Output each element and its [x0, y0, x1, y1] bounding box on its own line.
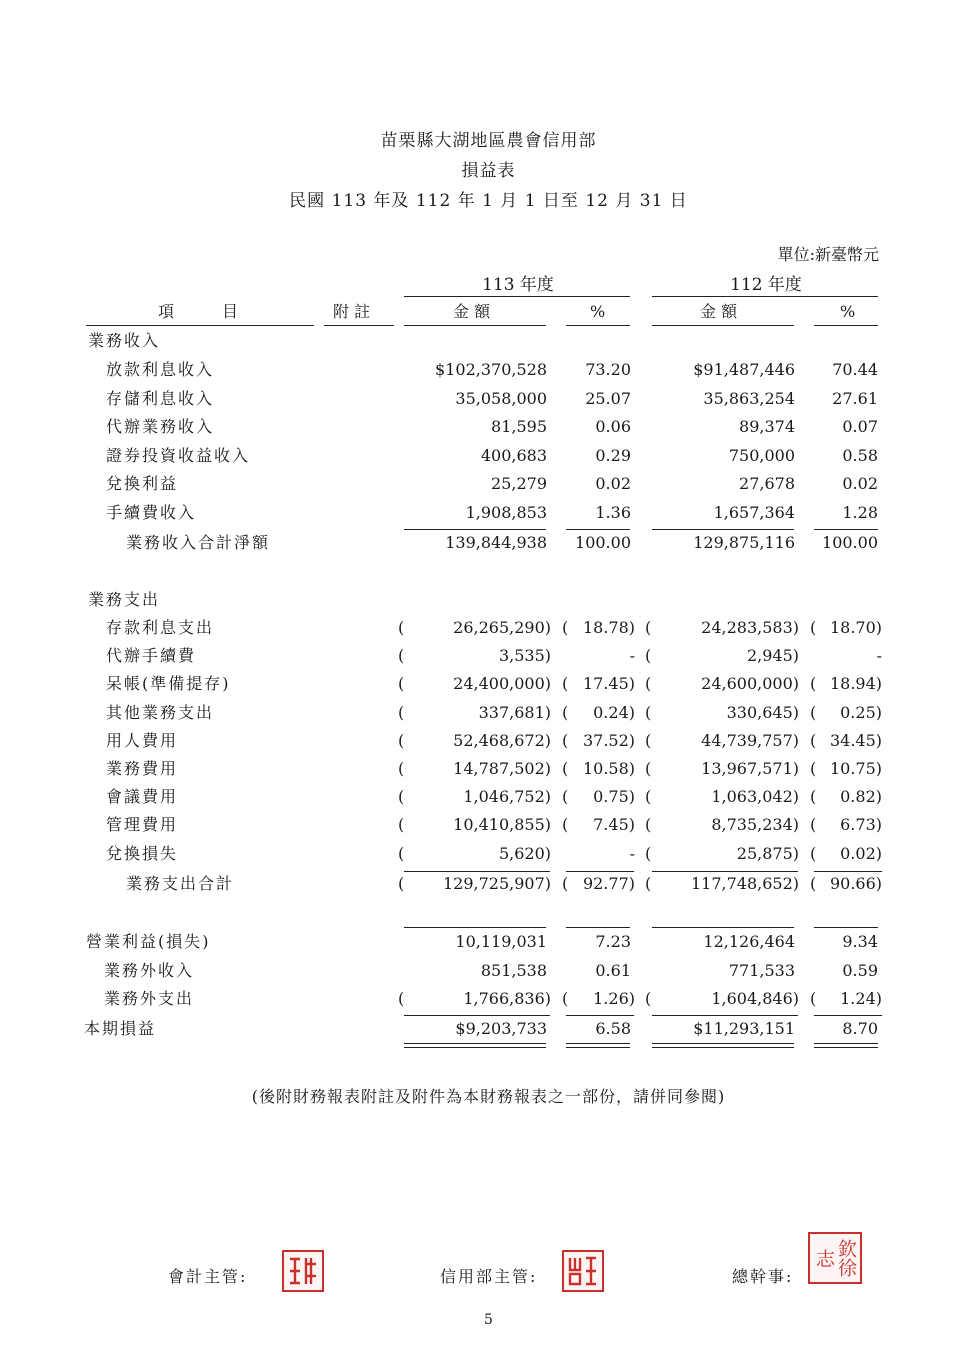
pct-112-header: %	[840, 302, 856, 321]
percent-113: 10.58)	[582, 759, 635, 778]
open-paren: (	[810, 874, 817, 893]
open-paren: (	[810, 618, 817, 637]
revenue-subtotal-rule-bp	[814, 529, 878, 530]
amount-113: 26,265,290)	[453, 618, 551, 637]
percent-112: 9.34	[842, 932, 878, 951]
open-paren: (	[562, 730, 569, 750]
note-column-header: 附 註	[333, 302, 371, 321]
pct-113-header: %	[590, 302, 606, 321]
row-label: 營業利益(損失)	[86, 932, 211, 951]
amount-113: 81,595	[491, 417, 547, 437]
row-label: 用人費用	[106, 730, 179, 750]
percent-112: 1.28	[842, 503, 878, 522]
percent-112: 34.45)	[829, 730, 882, 750]
amount-113: 1,766,836)	[463, 989, 551, 1008]
amount-112: 24,600,000)	[701, 674, 799, 694]
amount-113-header-rule	[404, 325, 546, 326]
amount-113: 10,119,031	[455, 932, 547, 951]
percent-113: 0.06	[595, 417, 631, 437]
open-paren: (	[645, 989, 652, 1008]
net-rule-b	[652, 1015, 798, 1016]
statement-period: 民國 113 年及 112 年 1 月 1 日至 12 月 31 日	[289, 191, 688, 211]
percent-112: 100.00	[822, 533, 878, 552]
amount-112: 117,748,652)	[690, 874, 799, 893]
net-double-rule-bp	[814, 1043, 878, 1048]
revenue-subtotal-rule-a	[404, 529, 546, 530]
open-paren: (	[562, 874, 569, 893]
percent-112: 6.73)	[840, 815, 882, 835]
open-paren: (	[562, 989, 569, 1008]
percent-112: 0.02	[842, 474, 878, 494]
percent-112: 0.82)	[840, 787, 882, 807]
open-paren: (	[810, 989, 817, 1008]
percent-113: 18.78)	[582, 618, 635, 637]
amount-112: 750,000	[728, 445, 795, 465]
general-manager-label: 總幹事:	[732, 1267, 794, 1286]
net-double-rule-ap	[566, 1043, 630, 1048]
open-paren: (	[810, 702, 817, 722]
credit-dept-seal-icon	[562, 1250, 604, 1292]
amount-112: $91,487,446	[693, 360, 795, 379]
org-name: 苗栗縣大湖地區農會信用部	[380, 131, 597, 151]
currency-unit: 單位:新臺幣元	[777, 245, 879, 264]
open-paren: (	[645, 759, 652, 778]
operating-rule-ap	[566, 927, 630, 928]
revenue-subtotal-rule-ap	[566, 529, 630, 530]
amount-113: 337,681)	[478, 702, 551, 722]
amount-112: 1,657,364	[713, 503, 795, 522]
pct-112-header-rule	[814, 325, 878, 326]
expense-subtotal-rule-ap	[566, 871, 634, 872]
open-paren: (	[562, 702, 569, 722]
amount-112: 1,604,846)	[711, 989, 799, 1008]
open-paren: (	[398, 730, 405, 750]
percent-112: 90.66)	[829, 874, 882, 893]
amount-113: $9,203,733	[455, 1019, 547, 1038]
row-label: 證券投資收益收入	[106, 445, 251, 465]
year-112-rule	[652, 296, 878, 297]
operating-rule-b	[652, 927, 794, 928]
net-rule-ap	[566, 1015, 634, 1016]
revenue-subtotal-rule-b	[652, 529, 794, 530]
operating-rule-a	[404, 927, 546, 928]
percent-113: -	[629, 646, 635, 666]
percent-112: 18.70)	[829, 618, 882, 637]
open-paren: (	[645, 702, 652, 722]
pct-113-header-rule	[566, 325, 630, 326]
percent-112: -	[876, 646, 882, 666]
percent-113: 1.26)	[593, 989, 635, 1008]
amount-113: 3,535)	[498, 646, 551, 666]
open-paren: (	[562, 674, 569, 694]
open-paren: (	[810, 787, 817, 807]
amount-113: 10,410,855)	[453, 815, 551, 835]
footnote: (後附財務報表附註及附件為本財務報表之一部份，請併同參閱)	[251, 1087, 726, 1106]
open-paren: (	[810, 730, 817, 750]
percent-113: 0.02	[595, 474, 631, 494]
amount-112: 330,645)	[726, 702, 799, 722]
amount-113: $102,370,528	[435, 360, 547, 379]
amount-113: 129,725,907)	[442, 874, 551, 893]
amount-112: 89,374	[739, 417, 795, 437]
percent-113: 6.58	[595, 1019, 631, 1038]
row-label: 代辦業務收入	[106, 417, 215, 437]
open-paren: (	[810, 759, 817, 778]
open-paren: (	[810, 843, 817, 863]
amount-112: 13,967,571)	[701, 759, 799, 778]
amount-112: 771,533	[728, 961, 795, 980]
amount-112: 35,863,254	[703, 388, 795, 408]
percent-112: 0.07	[842, 417, 878, 437]
statement-title: 損益表	[461, 161, 516, 181]
percent-113: 73.20	[585, 360, 631, 379]
percent-112: 0.25)	[840, 702, 882, 722]
row-label: 代辦手續費	[106, 646, 197, 666]
amount-113: 1,046,752)	[463, 787, 551, 807]
amount-112: 1,063,042)	[711, 787, 799, 807]
row-label: 本期損益	[84, 1019, 157, 1038]
open-paren: (	[645, 646, 652, 666]
amount-113: 5,620)	[498, 843, 551, 863]
accounting-seal-icon	[282, 1250, 324, 1292]
row-label: 呆帳(準備提存)	[106, 674, 231, 694]
amount-112: 2,945)	[746, 646, 799, 666]
operating-rule-bp	[814, 927, 878, 928]
row-label: 兌換利益	[106, 474, 179, 494]
percent-112: 27.61	[832, 388, 878, 408]
row-label: 其他業務支出	[106, 702, 215, 722]
row-label: 管理費用	[106, 815, 179, 835]
amount-113: 1,908,853	[465, 503, 547, 522]
row-label: 手續費收入	[106, 503, 197, 522]
amount-112: 12,126,464	[703, 932, 795, 951]
amount-112-header: 金 額	[700, 302, 738, 321]
row-label: 會議費用	[106, 787, 179, 807]
net-double-rule-a	[404, 1043, 546, 1048]
open-paren: (	[398, 759, 405, 778]
row-label: 放款利息收入	[106, 360, 215, 379]
year-113-rule	[404, 296, 630, 297]
row-label: 存款利息支出	[106, 618, 215, 637]
open-paren: (	[562, 618, 569, 637]
percent-113: 0.75)	[593, 787, 635, 807]
open-paren: (	[398, 702, 405, 722]
amount-113: 35,058,000	[455, 388, 547, 408]
expense-subtotal-rule-a	[404, 871, 550, 872]
net-double-rule-b	[652, 1043, 794, 1048]
percent-112: 8.70	[842, 1019, 878, 1038]
amount-112: 8,735,234)	[711, 815, 799, 835]
amount-112-header-rule	[652, 325, 794, 326]
credit-dept-supervisor-label: 信用部主管:	[440, 1267, 538, 1286]
open-paren: (	[645, 843, 652, 863]
percent-112: 0.58	[842, 445, 878, 465]
open-paren: (	[398, 843, 405, 863]
amount-113: 400,683	[480, 445, 547, 465]
open-paren: (	[398, 815, 405, 835]
percent-113: 100.00	[575, 533, 631, 552]
open-paren: (	[398, 874, 405, 893]
accounting-supervisor-label: 會計主管:	[168, 1267, 248, 1286]
row-label: 存儲利息收入	[106, 388, 215, 408]
item-header-rule	[86, 325, 314, 326]
open-paren: (	[398, 787, 405, 807]
open-paren: (	[645, 618, 652, 637]
percent-113: -	[629, 843, 635, 863]
percent-113: 0.61	[595, 961, 631, 980]
open-paren: (	[562, 759, 569, 778]
open-paren: (	[398, 989, 405, 1008]
amount-112: 24,283,583)	[701, 618, 799, 637]
open-paren: (	[645, 730, 652, 750]
revenue-heading: 業務收入	[88, 331, 161, 350]
open-paren: (	[645, 815, 652, 835]
row-label: 兌換損失	[106, 843, 179, 863]
percent-112: 0.02)	[840, 843, 882, 863]
percent-113: 1.36	[595, 503, 631, 522]
amount-113: 24,400,000)	[453, 674, 551, 694]
amount-113: 52,468,672)	[453, 730, 551, 750]
open-paren: (	[810, 815, 817, 835]
amount-113-header: 金 額	[453, 302, 491, 321]
row-label: 業務費用	[106, 759, 179, 778]
amount-113: 25,279	[491, 474, 547, 494]
amount-112: 44,739,757)	[701, 730, 799, 750]
expense-subtotal-rule-bp	[814, 871, 882, 872]
note-header-rule	[324, 325, 394, 326]
open-paren: (	[398, 674, 405, 694]
amount-112: $11,293,151	[693, 1019, 795, 1038]
open-paren: (	[645, 787, 652, 807]
open-paren: (	[645, 874, 652, 893]
open-paren: (	[562, 815, 569, 835]
expense-heading: 業務支出	[88, 590, 161, 609]
open-paren: (	[562, 787, 569, 807]
percent-113: 25.07	[585, 388, 631, 408]
open-paren: (	[645, 674, 652, 694]
year-112-heading: 112 年度	[730, 275, 802, 295]
percent-113: 7.45)	[593, 815, 635, 835]
net-rule-a	[404, 1015, 550, 1016]
expense-subtotal-rule-b	[652, 871, 798, 872]
open-paren: (	[810, 674, 817, 694]
percent-112: 18.94)	[829, 674, 882, 694]
amount-113: 14,787,502)	[453, 759, 551, 778]
amount-112: 129,875,116	[693, 533, 795, 552]
row-label: 業務外支出	[104, 989, 195, 1008]
row-label: 業務外收入	[104, 961, 195, 980]
percent-113: 37.52)	[582, 730, 635, 750]
row-label: 業務支出合計	[126, 874, 235, 893]
percent-113: 0.29	[595, 445, 631, 465]
amount-112: 27,678	[739, 474, 795, 494]
item-column-header: 項 目	[158, 302, 239, 321]
percent-112: 70.44	[832, 360, 878, 379]
percent-112: 1.24)	[840, 989, 882, 1008]
percent-113: 17.45)	[582, 674, 635, 694]
amount-112: 25,875)	[736, 843, 799, 863]
amount-113: 139,844,938	[445, 533, 547, 552]
percent-112: 0.59	[842, 961, 878, 980]
page-number: 5	[484, 1312, 493, 1328]
row-label: 業務收入合計淨額	[126, 533, 271, 552]
open-paren: (	[398, 618, 405, 637]
amount-113: 851,538	[480, 961, 547, 980]
net-rule-bp	[814, 1015, 882, 1016]
percent-113: 92.77)	[582, 874, 635, 893]
open-paren: (	[398, 646, 405, 666]
percent-113: 7.23	[595, 932, 631, 951]
percent-112: 10.75)	[829, 759, 882, 778]
percent-113: 0.24)	[593, 702, 635, 722]
year-113-heading: 113 年度	[482, 275, 554, 295]
general-manager-seal: 欽徐志	[808, 1232, 862, 1284]
